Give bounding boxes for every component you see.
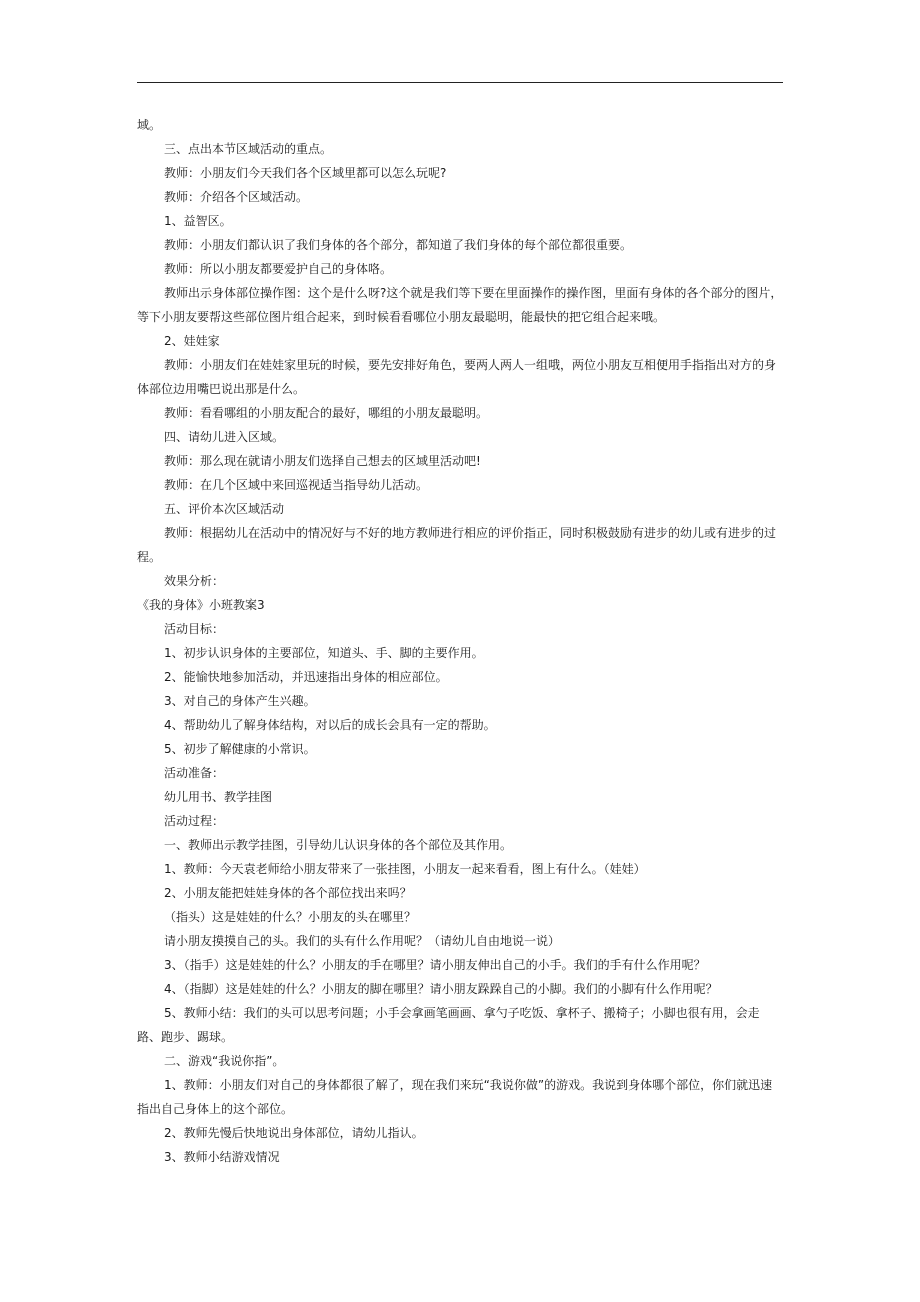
paragraph: 教师：小朋友们在娃娃家里玩的时候，要先安排好角色，要两人两人一组哦，两位小朋友互相便用手指指出对方的身体部位边用嘴巴说出那是什么。 bbox=[137, 358, 777, 396]
paragraph: 教师：所以小朋友都要爱护自己的身体咯。 bbox=[164, 262, 393, 276]
list-item: 1、益智区。 bbox=[164, 214, 232, 228]
section-heading: 活动过程： bbox=[164, 814, 225, 828]
section-heading: 四、请幼儿进入区域。 bbox=[164, 430, 285, 444]
list-item: 3、对自己的身体产生兴趣。 bbox=[164, 694, 316, 708]
paragraph: 域。 bbox=[137, 118, 162, 132]
section-heading: 二、游戏“我说你指”。 bbox=[164, 1054, 285, 1068]
header-rule bbox=[137, 82, 783, 83]
list-item: 4、帮助幼儿了解身体结构，对以后的成长会具有一定的帮助。 bbox=[164, 718, 496, 732]
paragraph: 教师：那么现在就请小朋友们选择自己想去的区域里活动吧! bbox=[164, 454, 481, 468]
paragraph: 教师：根据幼儿在活动中的情况好与不好的地方教师进行相应的评价指正，同时积极鼓励有进步的幼儿或有进步的过程。 bbox=[137, 526, 777, 564]
paragraph: （指头）这是娃娃的什么？小朋友的头在哪里？ bbox=[164, 910, 417, 924]
list-item: 2、能愉快地参加活动，并迅速指出身体的相应部位。 bbox=[164, 670, 448, 684]
list-item: 2、小朋友能把娃娃身体的各个部位找出来吗？ bbox=[164, 886, 412, 900]
paragraph: 教师：小朋友们今天我们各个区域里都可以怎么玩呢? bbox=[164, 166, 447, 180]
paragraph: 教师：在几个区域中来回巡视适当指导幼儿活动。 bbox=[164, 478, 429, 492]
section-heading: 三、点出本节区域活动的重点。 bbox=[164, 142, 333, 156]
document-body bbox=[137, 113, 783, 1169]
list-item: 1、初步认识身体的主要部位，知道头、手、脚的主要作用。 bbox=[164, 646, 484, 660]
paragraph: 教师：看看哪组的小朋友配合的最好，哪组的小朋友最聪明。 bbox=[164, 406, 489, 420]
list-item: 4、（指脚）这是娃娃的什么？小朋友的脚在哪里？请小朋友跺跺自己的小脚。我们的小脚有什么作用呢？ bbox=[164, 982, 718, 996]
paragraph: 幼儿用书、教学挂图 bbox=[164, 790, 273, 804]
list-item: 1、教师：小朋友们对自己的身体都很了解了，现在我们来玩“我说你做”的游戏。我说到身体哪个部位，你们就迅速指出自己身体上的这个部位。 bbox=[137, 1078, 773, 1116]
section-heading: 五、评价本次区域活动 bbox=[164, 502, 285, 516]
section-heading: 活动准备： bbox=[164, 766, 225, 780]
list-item: 2、娃娃家 bbox=[164, 334, 220, 348]
list-item: 5、初步了解健康的小常识。 bbox=[164, 742, 316, 756]
list-item: 1、教师：今天袁老师给小朋友带来了一张挂图，小朋友一起来看看，图上有什么。（娃娃） bbox=[164, 862, 646, 876]
list-item: 3、（指手）这是娃娃的什么？小朋友的手在哪里？请小朋友伸出自己的小手。我们的手有什么作用呢？ bbox=[164, 958, 706, 972]
section-heading: 一、教师出示教学挂图，引导幼儿认识身体的各个部位及其作用。 bbox=[164, 838, 513, 852]
list-item: 5、教师小结：我们的头可以思考问题；小手会拿画笔画画、拿勺子吃饭、拿杯子、搬椅子；小脚也很有用，会走路、跑步、踢球。 bbox=[137, 1006, 760, 1044]
paragraph: 教师出示身体部位操作图：这个是什么呀?这个就是我们等下要在里面操作的操作图，里面有身体的各个部分的图片，等下小朋友要帮这些部位图片组合起来，到时候看看哪位小朋友最聪明，能最快的把它组合起来哦。 bbox=[137, 286, 783, 324]
section-heading: 活动目标： bbox=[164, 622, 225, 636]
list-item: 2、教师先慢后快地说出身体部位，请幼儿指认。 bbox=[164, 1126, 424, 1140]
paragraph: 教师：介绍各个区域活动。 bbox=[164, 190, 309, 204]
paragraph: 请小朋友摸摸自己的头。我们的头有什么作用呢？（请幼儿自由地说一说） bbox=[164, 934, 561, 948]
paragraph: 效果分析： bbox=[164, 574, 225, 588]
list-item: 3、教师小结游戏情况 bbox=[164, 1150, 280, 1164]
paragraph: 教师：小朋友们都认识了我们身体的各个部分，都知道了我们身体的每个部位都很重要。 bbox=[164, 238, 633, 252]
document-title: 《我的身体》小班教案3 bbox=[137, 598, 265, 612]
